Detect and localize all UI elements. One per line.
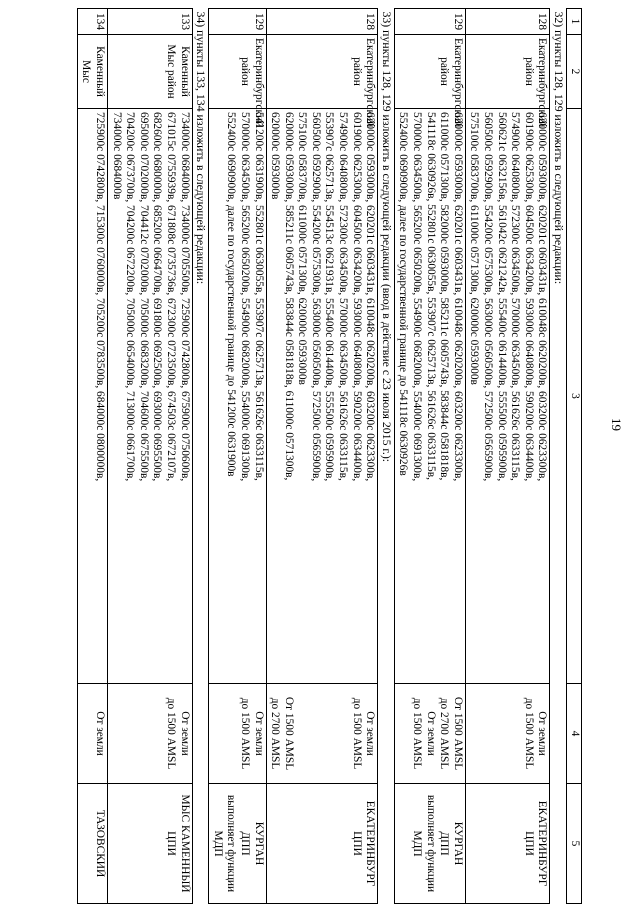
coordinates-line: 574900с 0640800в, 572300с 0634500в, 570000с 0634500в, 561626с 0633115в, [337,112,350,481]
region-name: Екатеринбургский район [209,35,266,109]
coordinates-cell [266,109,378,684]
control-unit-line: выполняет функции [225,794,238,893]
row-number: 128 [266,9,378,35]
region-name: Екатеринбургский район [266,35,378,109]
coordinates-line: 570000с 0634500в, 565200с 0650200в, 554900с 0682000в, 554000с 0691300в, [238,112,251,482]
row-number: 134 [77,9,107,35]
coordinates-cell [77,109,107,684]
control-unit-line: МДП [411,830,424,857]
altitude-line: до 1500 AMSL [411,697,424,770]
coordinates-line: 620000с 0593000в, 620201с 0603431в, 610048с 0620200в, 603200с 0623300в, [364,112,377,482]
coordinates-cell [108,109,193,684]
altitude-cell [266,684,378,784]
altitude-line: От земли [364,711,377,756]
row-number: 129 [394,9,465,35]
control-unit-line: ЦПИ [522,831,535,856]
control-unit-line: ЦПИ [350,831,363,856]
airspace-table [77,8,582,904]
table-row [108,9,193,904]
altitude-line: От 1500 AMSL [451,696,464,771]
column-header: 5 [567,784,582,904]
control-unit-line: ЕКАТЕРИНБУРГ [536,800,549,887]
coordinates-cell [465,109,550,684]
region-name: Каменный Мыс [77,35,107,109]
section-heading: 32) пункты 128, 129 изложить в следующей редакции: [550,9,567,904]
altitude-line: до 1500 AMSL [350,697,363,770]
control-unit-cell [266,784,378,904]
coordinates-line: 682600с 0680000в, 685200с 0664700в, 691800с 0692500в, 693000с 0695500в, [151,112,164,482]
altitude-line [322,687,336,780]
row-number: 128 [465,9,550,35]
column-header: 2 [567,35,582,109]
coordinates-line: 560621с 0632156в, 561042с 0621242в, 555400с 0614400в, 555500с 0595900в, [495,112,508,482]
coordinates-line: 734000с 0684000в [110,112,123,200]
coordinates-line: 601900с 0625300в, 604500с 0634200в, 593000с 0640800в, 590200с 0634400в, [350,112,363,482]
control-unit-line: КУРГАН [252,821,265,866]
altitude-line: От земли [94,711,106,756]
table-row [465,9,550,904]
coordinates-line: 671015с 0755939в, 671808с 0735736в, 672300с 0723500в, 674503с 0672107в, [164,112,177,482]
coordinates-line: 734000с 0684000в, 734000с 0705500в, 725900с 0742800в, 675900с 0750600в, [178,112,191,482]
coordinates-line: 620000с 0593000в, 620201с 0603431в, 610048с 0620200в, 603200с 0623300в, [451,112,464,482]
control-unit-line: МДП [211,830,224,857]
column-header: 1 [567,9,582,35]
altitude-line: От земли [252,711,265,756]
altitude-line: От 1500 AMSL [282,696,295,771]
section-heading-row [192,9,209,904]
control-unit-line: ТАЗОВСКИЙ [94,809,106,878]
table-row [77,9,107,904]
coordinates-line: 553907с 0625713в, 554513с 0621931в, 555400с 0614400в, 555500с 0595900в, [323,112,336,482]
coordinates-line: 541200с 0631900в, 552801с 0630055в, 553907с 0625713в, 561626с 0633115в, [252,112,265,481]
control-unit-line: МЫС КАМЕННЫЙ [178,794,191,893]
coordinates-line: 725900с 0742800в, 715300с 0760000в, 705200с 0783500в, 684000с 0800000в, [94,112,106,482]
altitude-cell [108,684,193,784]
region-name: Екатеринбургский район [394,35,465,109]
control-unit-line: выполняет функции [424,794,437,893]
altitude-line: От земли [536,711,549,756]
section-heading: 33) пункты 128, 129 изложить в следующей редакции (ввод в действие с 23 июля 2015 г.): [378,9,395,904]
altitude-line: От земли [424,711,437,756]
altitude-line [308,687,322,780]
altitude-line [295,687,309,780]
regulation-table-sheet [2,8,582,913]
coordinates-line: 552400с 0690900в, далее по государственной границе до 541200с 0631900в [225,112,238,477]
region-name: Екатеринбургский район [465,35,550,109]
coordinates-line: 552400с 0690900в, далее по государственной границе до 541118с 0630926в [397,112,410,476]
control-unit-line: КУРГАН [451,821,464,866]
section-heading-row [550,9,567,904]
coordinates-line: 570000с 0634500в, 565200с 0650200в, 554900с 0682000в, 554000с 0691300в, [411,112,424,482]
altitude-line [336,687,350,780]
coordinates-line: 601900с 0625300в, 604500с 0634200в, 593000с 0640800в, 590200с 0634400в, [522,112,535,482]
column-header: 3 [567,109,582,684]
altitude-line: От земли [178,711,191,756]
altitude-cell [465,684,550,784]
coordinates-cell [209,109,266,684]
coordinates-line: 695000с 0702000в, 704412с 0702000в, 705000с 0683200в, 704600с 0675500в, [137,112,150,482]
table-row [266,9,378,904]
control-unit-cell [465,784,550,904]
page-number: 19 [609,418,624,431]
altitude-cell [394,684,465,784]
coordinates-line: 611000с 0571300в, 582000с 0593000в, 585211с 0605743в, 583844с 0581818в, [438,112,451,481]
row-number: 133 [108,9,193,35]
coordinates-line: 575100с 0583700в, 611000с 0571300в, 620000с 0593000в [468,112,481,385]
coordinates-line: 704200с 0673700в, 704200с 0672200в, 705000с 0654000в, 713000с 0661700в, [124,112,137,482]
coordinates-line: 575100с 0583700в, 611000с 0571300в, 620000с 0593000в [296,112,309,385]
column-header-row [567,9,582,904]
coordinates-line: 574900с 0640800в, 572300с 0634500в, 570000с 0634500в, 561626с 0633115в, [509,112,522,481]
control-unit-line: ДПП [238,831,251,856]
altitude-line: до 2700 AMSL [269,697,282,770]
table-row [209,9,266,904]
coordinates-line: 620000с 0593000в, 585211с 0605743в, 583844с 0581818в, 611000с 0571300в, [282,112,295,481]
coordinates-line: 620000с 0593000в [269,112,282,200]
altitude-cell [77,684,107,784]
column-header: 4 [567,684,582,784]
control-unit-line: ЕКАТЕРИНБУРГ [364,800,377,887]
row-number: 129 [209,9,266,35]
coordinates-line: 620000с 0593000в, 620201с 0603431в, 610048с 0620200в, 603200с 0623300в, [536,112,549,482]
altitude-cell [209,684,266,784]
control-unit-cell [108,784,193,904]
coordinates-line: 541118с 0630926в, 552801с 0630055в, 553907с 0625713в, 561626с 0633115в, [424,112,437,480]
section-heading: 34) пункты 133, 134 изложить в следующей редакции: [192,9,209,904]
control-unit-cell [394,784,465,904]
control-unit-line: ЦПИ [164,831,177,856]
control-unit-line: ДПП [438,831,451,856]
control-unit-cell [209,784,266,904]
altitude-line: до 1500 AMSL [238,697,251,770]
altitude-line: до 2700 AMSL [438,697,451,770]
altitude-line: до 1500 AMSL [522,697,535,770]
coordinates-line: 560500с 0592900в, 554200с 0575300в, 563000с 0560500в, 572500с 0565900в, [309,112,322,482]
coordinates-line: 560500с 0592900в, 554200с 0575300в, 563000с 0560500в, 572500с 0565900в, [482,112,495,482]
table-row [394,9,465,904]
altitude-line: до 1500 AMSL [164,697,177,770]
section-heading-row [378,9,395,904]
control-unit-cell [77,784,107,904]
region-name: Каменный Мыс район [108,35,193,109]
coordinates-cell [394,109,465,684]
